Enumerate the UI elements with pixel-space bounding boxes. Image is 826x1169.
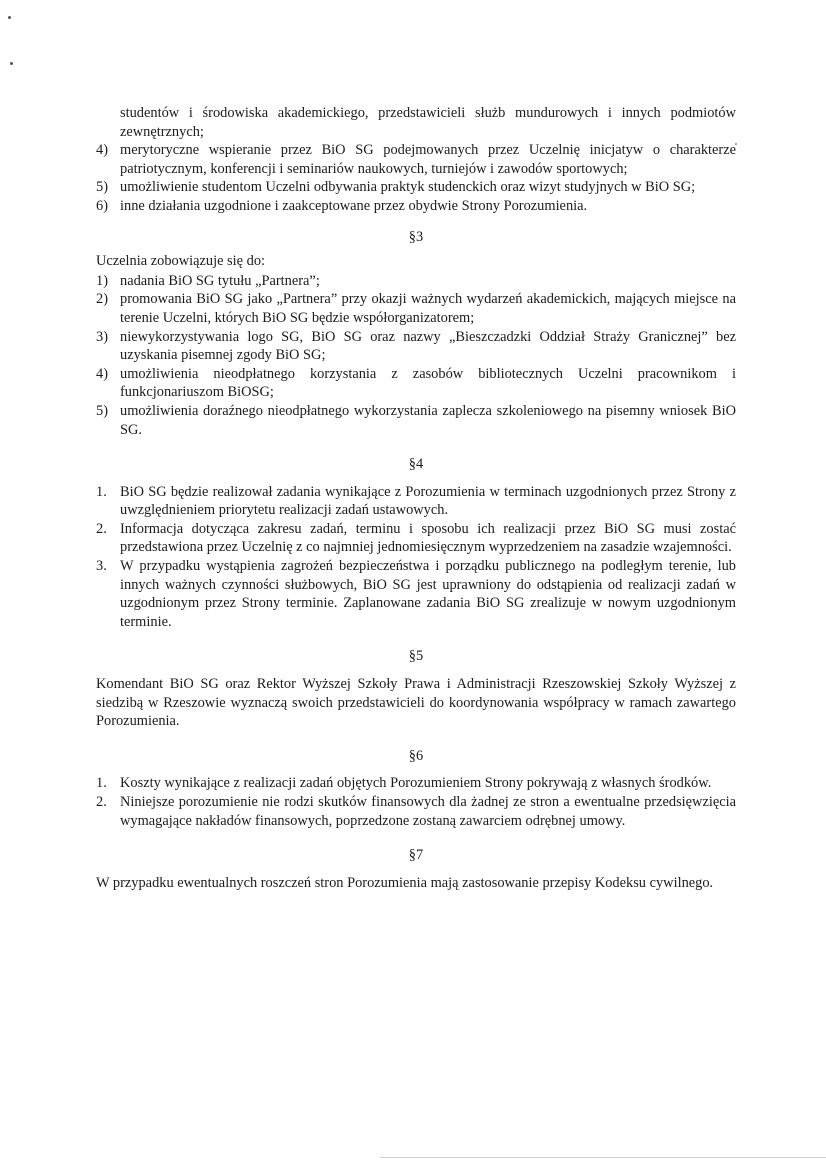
list-item <box>96 483 736 520</box>
list-item-text: BiO SG będzie realizował zadania wynikające z Porozumienia w terminach uzgodnionych przez Strony z uwzględnieniem priorytetu realizacji zadań ustawowych. <box>120 483 736 519</box>
list-item-text: inne działania uzgodnione i zaakceptowane przez obydwie Strony Porozumienia. <box>120 197 588 214</box>
list-item-number: 6) <box>96 197 108 214</box>
section-4-list <box>96 483 736 632</box>
list-item <box>96 141 736 178</box>
list-item-number: 2. <box>96 520 107 537</box>
list-item <box>96 402 736 439</box>
list-item-text: nadania BiO SG tytułu „Partnera”; <box>120 272 320 289</box>
continued-list-item-text: studentów i środowiska akademickiego, przedstawicieli służb mundurowych i innych podmiotów zewnętrznych; <box>120 105 736 140</box>
list-item-number: 3. <box>96 558 107 575</box>
list-item-text: umożliwienie studentom Uczelni odbywania praktyk studenckich oraz wizyt studyjnych w BiO SG; <box>120 179 696 196</box>
list-item-text: W przypadku wystąpienia zagrożeń bezpieczeństwa i porządku publicznego na podległym terenie, lub innych ważnych czynności służbowych, BiO SG jest uprawniony do odstąpienia od realizacji zadań w uzgodnionym przez Strony terminie. Zaplanowane zadania BiO SG zrealizuje w nowym uzgodnionym terminie. <box>120 558 736 630</box>
document-body <box>96 104 736 892</box>
list-item-number: 5) <box>96 402 108 419</box>
list-item-text: niewykorzystywania logo SG, BiO SG oraz nazwy „Bieszczadzki Oddział Straży Granicznej” bez uzyskania pisemnej zgody BiO SG; <box>120 328 736 364</box>
list-item-number: 3) <box>96 328 108 345</box>
list-item-number: 1) <box>96 272 108 289</box>
list-item-text: umożliwienia nieodpłatnego korzystania z zasobów bibliotecznych Uczelni pracownikom i funkcjonariuszom BiOSG; <box>120 365 736 401</box>
list-item <box>96 557 736 631</box>
list-item-number: 4) <box>96 365 108 382</box>
list-item <box>96 365 736 402</box>
scan-edge-line <box>380 1157 826 1158</box>
list-item-number: 4) <box>96 142 108 159</box>
list-item <box>96 178 736 197</box>
section-heading-5: §5 <box>408 648 424 665</box>
list-item-number: 2) <box>96 291 108 308</box>
section-5-text: Komendant BiO SG oraz Rektor Wyższej Szkoły Prawa i Administracji Rzeszowskiej Szkoły Wyższej z siedzibą w Rzeszowie wyznaczą swoich przedstawicieli do koordynowania współpracy w ramach zawartego Porozumienia. <box>96 676 736 730</box>
section-heading-4: §4 <box>408 456 424 473</box>
section-heading-7: §7 <box>408 847 424 864</box>
list-item-text: Niniejsze porozumienie nie rodzi skutków finansowych dla żadnej ze stron a ewentualne przedsięwzięcia wymagające nakładów finansowych, poprzedzone zostaną zawarciem odrębnej umowy. <box>120 794 736 829</box>
section-7-text: W przypadku ewentualnych roszczeń stron Porozumienia mają zastosowanie przepisy Kodeksu cywilnego. <box>96 874 714 891</box>
list-item-text: umożliwienia doraźnego nieodpłatnego wykorzystania zaplecza szkoleniowego na pisemny wniosek BiO SG. <box>120 402 736 438</box>
section-6-list <box>96 774 736 830</box>
list-item-text: merytoryczne wspieranie przez BiO SG podejmowanych przez Uczelnię inicjatyw o charakterze patriotycznym, konferencji i seminariów naukowych, turniejów i zawodów sportowych; <box>120 142 736 177</box>
list-item <box>96 774 736 793</box>
list-item <box>96 520 736 557</box>
section-3-intro: Uczelnia zobowiązuje się do: <box>96 253 266 270</box>
scan-speck <box>10 62 13 65</box>
section-heading-6: §6 <box>408 747 424 764</box>
list-item <box>96 290 736 327</box>
list-item <box>96 272 736 291</box>
scan-speck <box>8 16 11 19</box>
list-item-number: 1. <box>96 775 107 792</box>
list-item-text: promowania BiO SG jako „Partnera” przy okazji ważnych wydarzeń akademickich, mających miejsce na terenie Uczelni, których BiO SG będzie współorganizatorem; <box>120 291 736 326</box>
continued-list <box>96 141 736 215</box>
list-item-number: 2. <box>96 794 107 810</box>
list-item <box>96 197 736 216</box>
section-heading-3: §3 <box>408 228 424 245</box>
list-item <box>96 793 736 830</box>
section-3-list <box>96 272 736 439</box>
list-item-number: 5) <box>96 179 108 196</box>
list-item-number: 1. <box>96 483 107 500</box>
list-item <box>96 328 736 365</box>
list-item-text: Koszty wynikające z realizacji zadań objętych Porozumieniem Strony pokrywają z własnych środków. <box>120 775 712 792</box>
list-item-text: Informacja dotycząca zakresu zadań, terminu i sposobu ich realizacji przez BiO SG musi zostać przedstawiona przez Uczelnię z co najmniej jednomiesięcznym wyprzedzeniem na zasadzie wzajemności. <box>120 520 736 556</box>
